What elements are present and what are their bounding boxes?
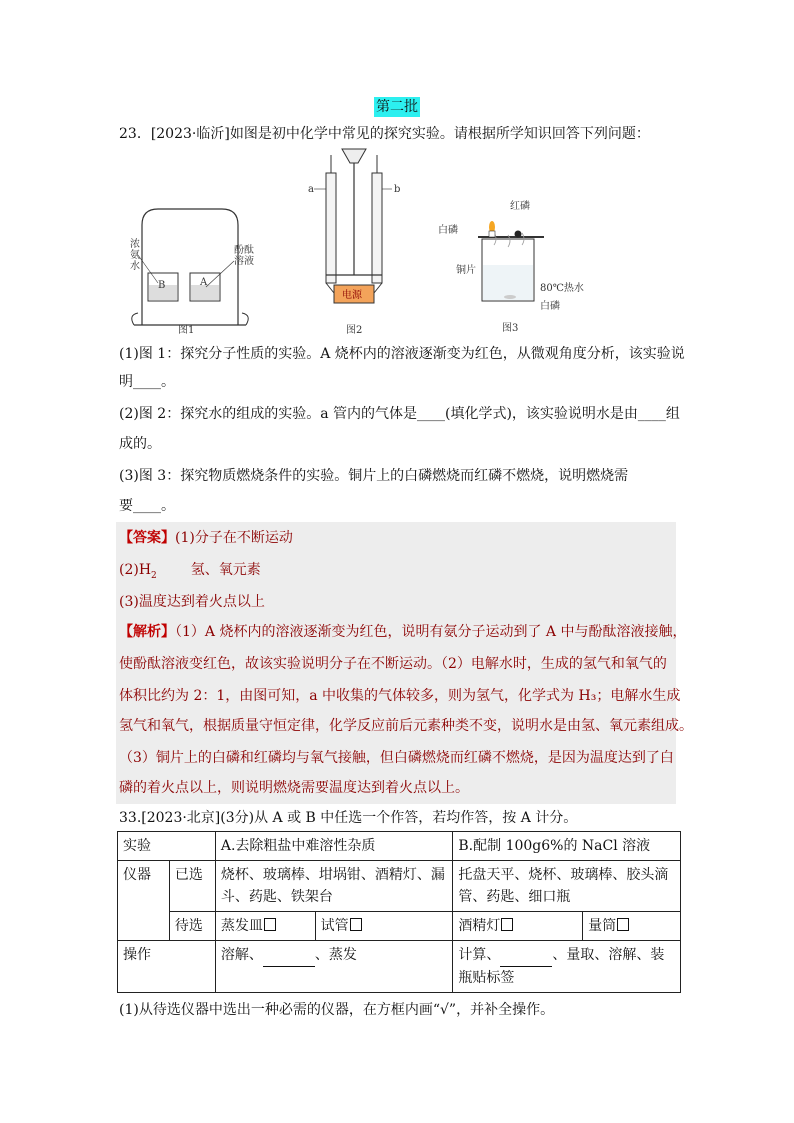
answer-2-formula: (2)H: [119, 562, 152, 578]
answer-tag: 【答案】: [119, 530, 175, 546]
checkbox-evaporating-dish[interactable]: [264, 918, 276, 931]
analysis-line-2: 使酚酞溶液变红色，故该实验说明分子在不断运动。（2）电解水时，生成的氢气和氧气的: [119, 656, 667, 672]
b-op-blank[interactable]: [500, 944, 552, 967]
q23-part3-line2: 要____。: [119, 498, 175, 514]
label-white-p: 白磷: [438, 225, 458, 236]
cell-instrument: 仪器: [118, 861, 170, 941]
b-op-text-3: 瓶贴标签: [458, 970, 515, 986]
label-phenol-2: 溶液: [234, 256, 254, 267]
cell-header-b: B.配制 100g6%的 NaCl 溶液: [453, 832, 681, 861]
table-row: [118, 941, 681, 993]
checkbox-alcohol-lamp[interactable]: [501, 918, 513, 931]
checkbox-graduated-cylinder[interactable]: [617, 918, 629, 931]
q23-part2-line1: (2)图 2：探究水的组成的实验。a 管内的气体是____(填化学式)，该实验说明水是由____组: [119, 406, 680, 422]
table-row: [118, 912, 681, 941]
checkbox-test-tube[interactable]: [350, 918, 362, 931]
cell-a-selected: [215, 861, 453, 912]
fig3-caption: 图3: [502, 323, 519, 334]
cell-b-operation: [453, 941, 681, 993]
analysis-line-3: 体积比约为 2：1，由图可知，a 中收集的气体较多，则为氢气，化学式为 H₃；电解水生成: [119, 688, 681, 704]
answer-2-elements: 氢、氧元素: [190, 562, 261, 578]
q23-part3-line1: (3)图 3：探究物质燃烧条件的实验。铜片上的白磷燃烧而红磷不燃烧，说明燃烧需: [119, 468, 629, 484]
answer-1: (1)分子在不断运动: [175, 530, 293, 546]
cell-a-option-1: [215, 912, 315, 941]
label-nh3-2: 氨: [130, 250, 140, 261]
analysis-line-4: 氢气和氧气，根据质量守恒定律，化学反应前后元素种类不变，说明水是由氢、氧元素组成。: [119, 718, 693, 734]
batch-title: 第二批: [376, 99, 418, 115]
b-selected-line-1: 托盘天平、烧杯、玻璃棒、胶头滴: [458, 867, 669, 883]
option-test-tube: 试管: [320, 918, 349, 934]
b-selected-line-2: 管、药匙、细口瓶: [458, 889, 571, 905]
option-evaporating-dish: 蒸发皿: [220, 918, 263, 934]
q23-figures: [130, 145, 600, 340]
b-op-text-1: 计算、: [458, 947, 501, 963]
a-op-text-1: 溶解、: [220, 947, 263, 963]
answer-line-2: [119, 560, 261, 586]
a-op-blank[interactable]: [263, 944, 315, 967]
label-red-p: 红磷: [510, 201, 530, 212]
label-power: 电源: [342, 290, 362, 301]
a-selected-line-1: 烧杯、玻璃棒、坩埚钳、酒精灯、漏: [220, 867, 445, 883]
cell-pending: 待选: [169, 912, 215, 941]
cell-header-experiment: 实验: [118, 832, 216, 861]
table-row: [118, 861, 681, 912]
q33-sub1: (1)从待选仪器中选出一种必需的仪器，在方框内画“√”，并补全操作。: [119, 1002, 555, 1018]
analysis-tag: 【解析】: [119, 624, 175, 640]
q23-part1-line2: 明____。: [119, 374, 175, 390]
label-nh3-1: 浓: [130, 239, 140, 250]
analysis-line-1: [119, 622, 686, 642]
cell-header-a: A.去除粗盐中难溶性杂质: [215, 832, 453, 861]
a-op-text-2: 、蒸发: [314, 947, 357, 963]
a-selected-line-2: 斗、药匙、铁架台: [220, 889, 333, 905]
q33-stem: 33.[2023·北京](3分)从 A 或 B 中任选一个作答，若均作答，按 A 计分。: [119, 810, 578, 826]
fig1-caption: 图1: [178, 325, 195, 336]
label-tube-a: a: [308, 184, 314, 195]
fig2-caption: 图2: [346, 325, 363, 336]
label-hot-water: 80℃热水: [540, 283, 584, 294]
experiment-table: [117, 831, 681, 993]
figure-3-diagram: [478, 221, 544, 301]
figure-1-diagram: [132, 209, 249, 325]
figure-2-diagram: [314, 149, 392, 303]
cell-operation: 操作: [118, 941, 216, 993]
option-alcohol-lamp: 酒精灯: [458, 918, 501, 934]
b-op-text-2: 、量取、溶解、装: [552, 947, 665, 963]
answer-2-subscript: 2: [151, 570, 157, 581]
table-row: [118, 832, 681, 861]
cell-b-option-2: [583, 912, 681, 941]
cell-b-option-1: [453, 912, 583, 941]
label-beaker-b: B: [158, 280, 166, 291]
label-nh3-3: 水: [130, 261, 140, 272]
answer-line-3: [119, 592, 265, 612]
analysis-text-1: （1）A 烧杯内的溶液逐渐变为红色，说明有氨分子运动到了 A 中与酚酞溶液接触，: [175, 624, 687, 640]
q23-part1-line1: (1)图 1：探究分子性质的实验。A 烧杯内的溶液逐渐变为红色，从微观角度分析，该实验说: [119, 346, 685, 362]
option-graduated-cylinder: 量筒: [588, 918, 617, 934]
answer-3: (3)温度达到着火点以上: [119, 594, 265, 610]
q23-stem: 23．[2023·临沂]如图是初中化学中常见的探究实验。请根据所学知识回答下列问题：: [119, 126, 650, 142]
label-white-p-2: 白磷: [540, 301, 560, 312]
label-tube-b: b: [394, 184, 401, 195]
analysis-line-5: （3）铜片上的白磷和红磷均与氧气接触，但白磷燃烧而红磷不燃烧，是因为温度达到了白: [119, 750, 674, 766]
label-beaker-a: A: [200, 277, 208, 288]
cell-b-selected: [453, 861, 681, 912]
label-copper: 铜片: [456, 265, 476, 276]
cell-a-operation: [215, 941, 453, 993]
cell-selected: 已选: [169, 861, 215, 912]
answer-line-1: [119, 528, 293, 548]
cell-a-option-2: [315, 912, 453, 941]
label-phenol-1: 酚酞: [234, 245, 254, 256]
q23-part2-line2: 成的。: [119, 436, 161, 452]
analysis-line-6: 磷的着火点以上，则说明燃烧需要温度达到着火点以上。: [119, 780, 469, 796]
